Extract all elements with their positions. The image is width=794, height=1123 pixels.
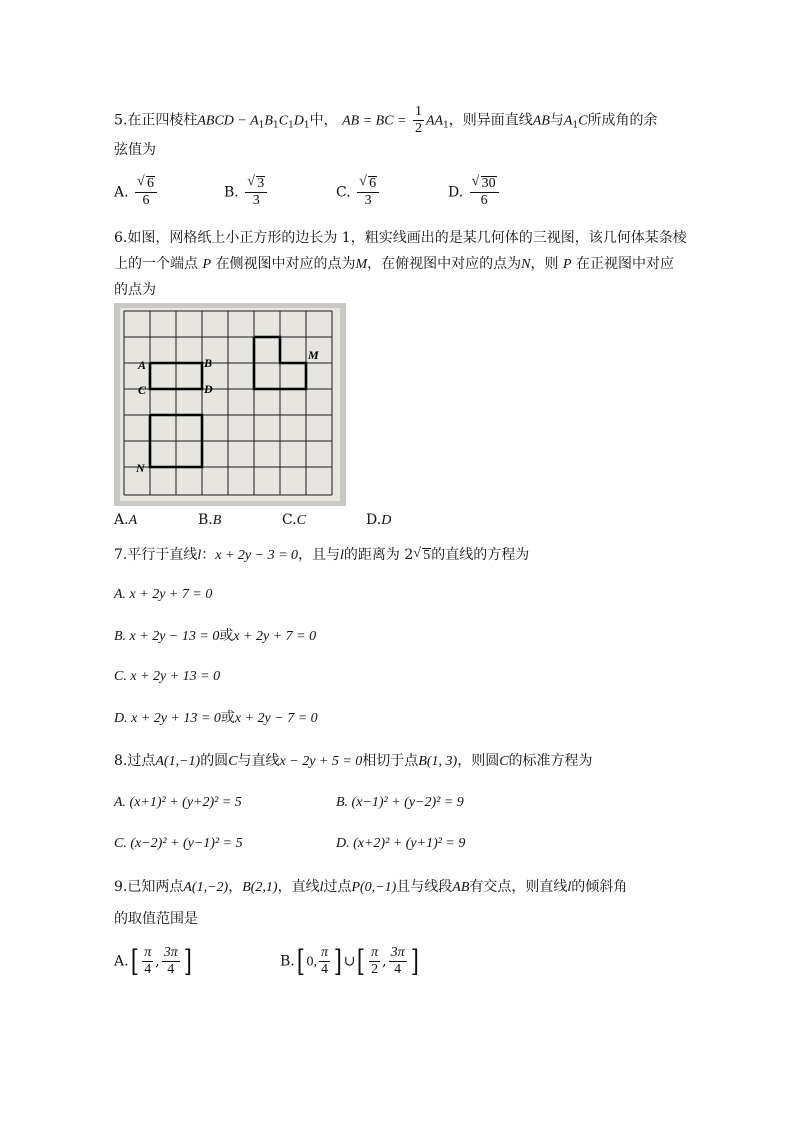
grid-label-d: D bbox=[204, 382, 213, 396]
q8-stem: 8.过点A(1,−1)的圆C与直线x − 2y + 5 = 0相切于点B(1, 3)，则圆C的标准方程为 bbox=[114, 753, 593, 769]
q5-option-b[interactable]: B. √ $\frac{3}{3}$ bbox=[224, 176, 269, 209]
grid-label-n: N bbox=[136, 461, 145, 475]
q7-stem: 7.平行于直线l：x + 2y − 3 = 0，且与l的距离为 2√ 5的直线的方程为 bbox=[114, 545, 754, 566]
q7-option-c[interactable]: C. x + 2y + 13 = 0 bbox=[114, 669, 221, 684]
grid-label-a: A bbox=[138, 358, 147, 372]
q5-prism-top: A bbox=[250, 113, 259, 129]
q5-line1: 5.在正四棱柱ABCD − $A_1B_1C_1D_1$中， AB = BC = $\frac{1}{2}$ $AA_1$，则异面直线AB与$A_1C$所成角的余 bbox=[114, 104, 658, 136]
q5-tail: ，则异面直线 bbox=[448, 112, 533, 129]
q8-option-c[interactable]: C. (x−2)² + (y−1)² = 5 bbox=[114, 836, 243, 851]
grid-label-b: B bbox=[204, 356, 213, 370]
grid-label-c: C bbox=[138, 383, 147, 397]
q9-option-a[interactable]: A.[ $\frac{\pi}{4}$ , $\frac{3\pi}{4}$ ] bbox=[114, 943, 192, 979]
q8-option-a[interactable]: A. (x+1)² + (y+2)² = 5 bbox=[114, 795, 242, 810]
option-label: D. bbox=[448, 184, 464, 201]
q5-option-d[interactable]: D. √ $\frac{30}{6}$ bbox=[448, 176, 501, 209]
q5-condition: AB = BC = bbox=[342, 113, 407, 129]
q7-option-d[interactable]: D. x + 2y + 13 = 0或x + 2y − 7 = 0 bbox=[114, 710, 318, 726]
q6-option-c[interactable]: C.C bbox=[282, 512, 307, 528]
q5-a1c: A bbox=[563, 113, 573, 129]
q9-stem: 9.已知两点A(1,−2)，B(2,1)，直线l过点P(0,−1)且与线段AB有交点，则直线l的倾斜角 bbox=[114, 879, 628, 895]
option-label: C. bbox=[336, 184, 351, 201]
q5-with: 与 bbox=[549, 112, 564, 129]
q7-option-a[interactable]: A. x + 2y + 7 = 0 bbox=[114, 587, 213, 602]
option-label: A. bbox=[114, 184, 129, 201]
q8-option-d[interactable]: D. (x+2)² + (y+1)² = 9 bbox=[336, 836, 466, 851]
q6-option-b[interactable]: B.B bbox=[198, 512, 222, 528]
q5-line2: 弦值为 bbox=[114, 142, 156, 158]
q6-option-d[interactable]: D.D bbox=[366, 512, 392, 528]
q5-aa: AA bbox=[425, 113, 444, 129]
grid-label-m: M bbox=[308, 348, 319, 362]
q7-option-b[interactable]: B. x + 2y − 13 = 0或x + 2y + 7 = 0 bbox=[114, 628, 317, 644]
three-view-grid-figure bbox=[114, 303, 346, 506]
q6-line1: 6.如图，网格纸上小正方形的边长为 1，粗实线画出的是某几何体的三视图，该几何体某条棱 bbox=[114, 230, 687, 246]
q5-mid: 中， bbox=[309, 112, 338, 129]
q5-ab: AB bbox=[532, 113, 550, 129]
q6-line2: 上的一个端点 P 在侧视图中对应的点为M，在俯视图中对应的点为N，则 P 在正视图中对应 bbox=[114, 256, 674, 272]
q5-prism: ABCD bbox=[197, 113, 234, 129]
q5-option-a[interactable]: A. √ $\frac{6}{6}$ bbox=[114, 176, 159, 209]
q5-option-c[interactable]: C. √ $\frac{6}{3}$ bbox=[336, 176, 381, 209]
q9-option-b[interactable]: B.[ 0, $\frac{\pi}{4}$ ] ∪[ $\frac{\pi}{2}$ , $\frac{3\pi}{4}$ ] bbox=[280, 943, 419, 979]
q9-line2: 的取值范围是 bbox=[114, 911, 198, 927]
option-label: B. bbox=[224, 184, 239, 201]
q8-option-b[interactable]: B. (x−1)² + (y−2)² = 9 bbox=[336, 795, 464, 810]
q6-option-a[interactable]: A.A bbox=[114, 512, 138, 528]
q5-tail2: 所成角的余 bbox=[587, 112, 658, 129]
q6-line3: 的点为 bbox=[114, 282, 156, 298]
q5-fraction: $\frac{1}{2}$ bbox=[414, 104, 422, 136]
q5-text: 5.在正四棱柱 bbox=[114, 112, 198, 129]
grid-svg bbox=[114, 303, 346, 506]
